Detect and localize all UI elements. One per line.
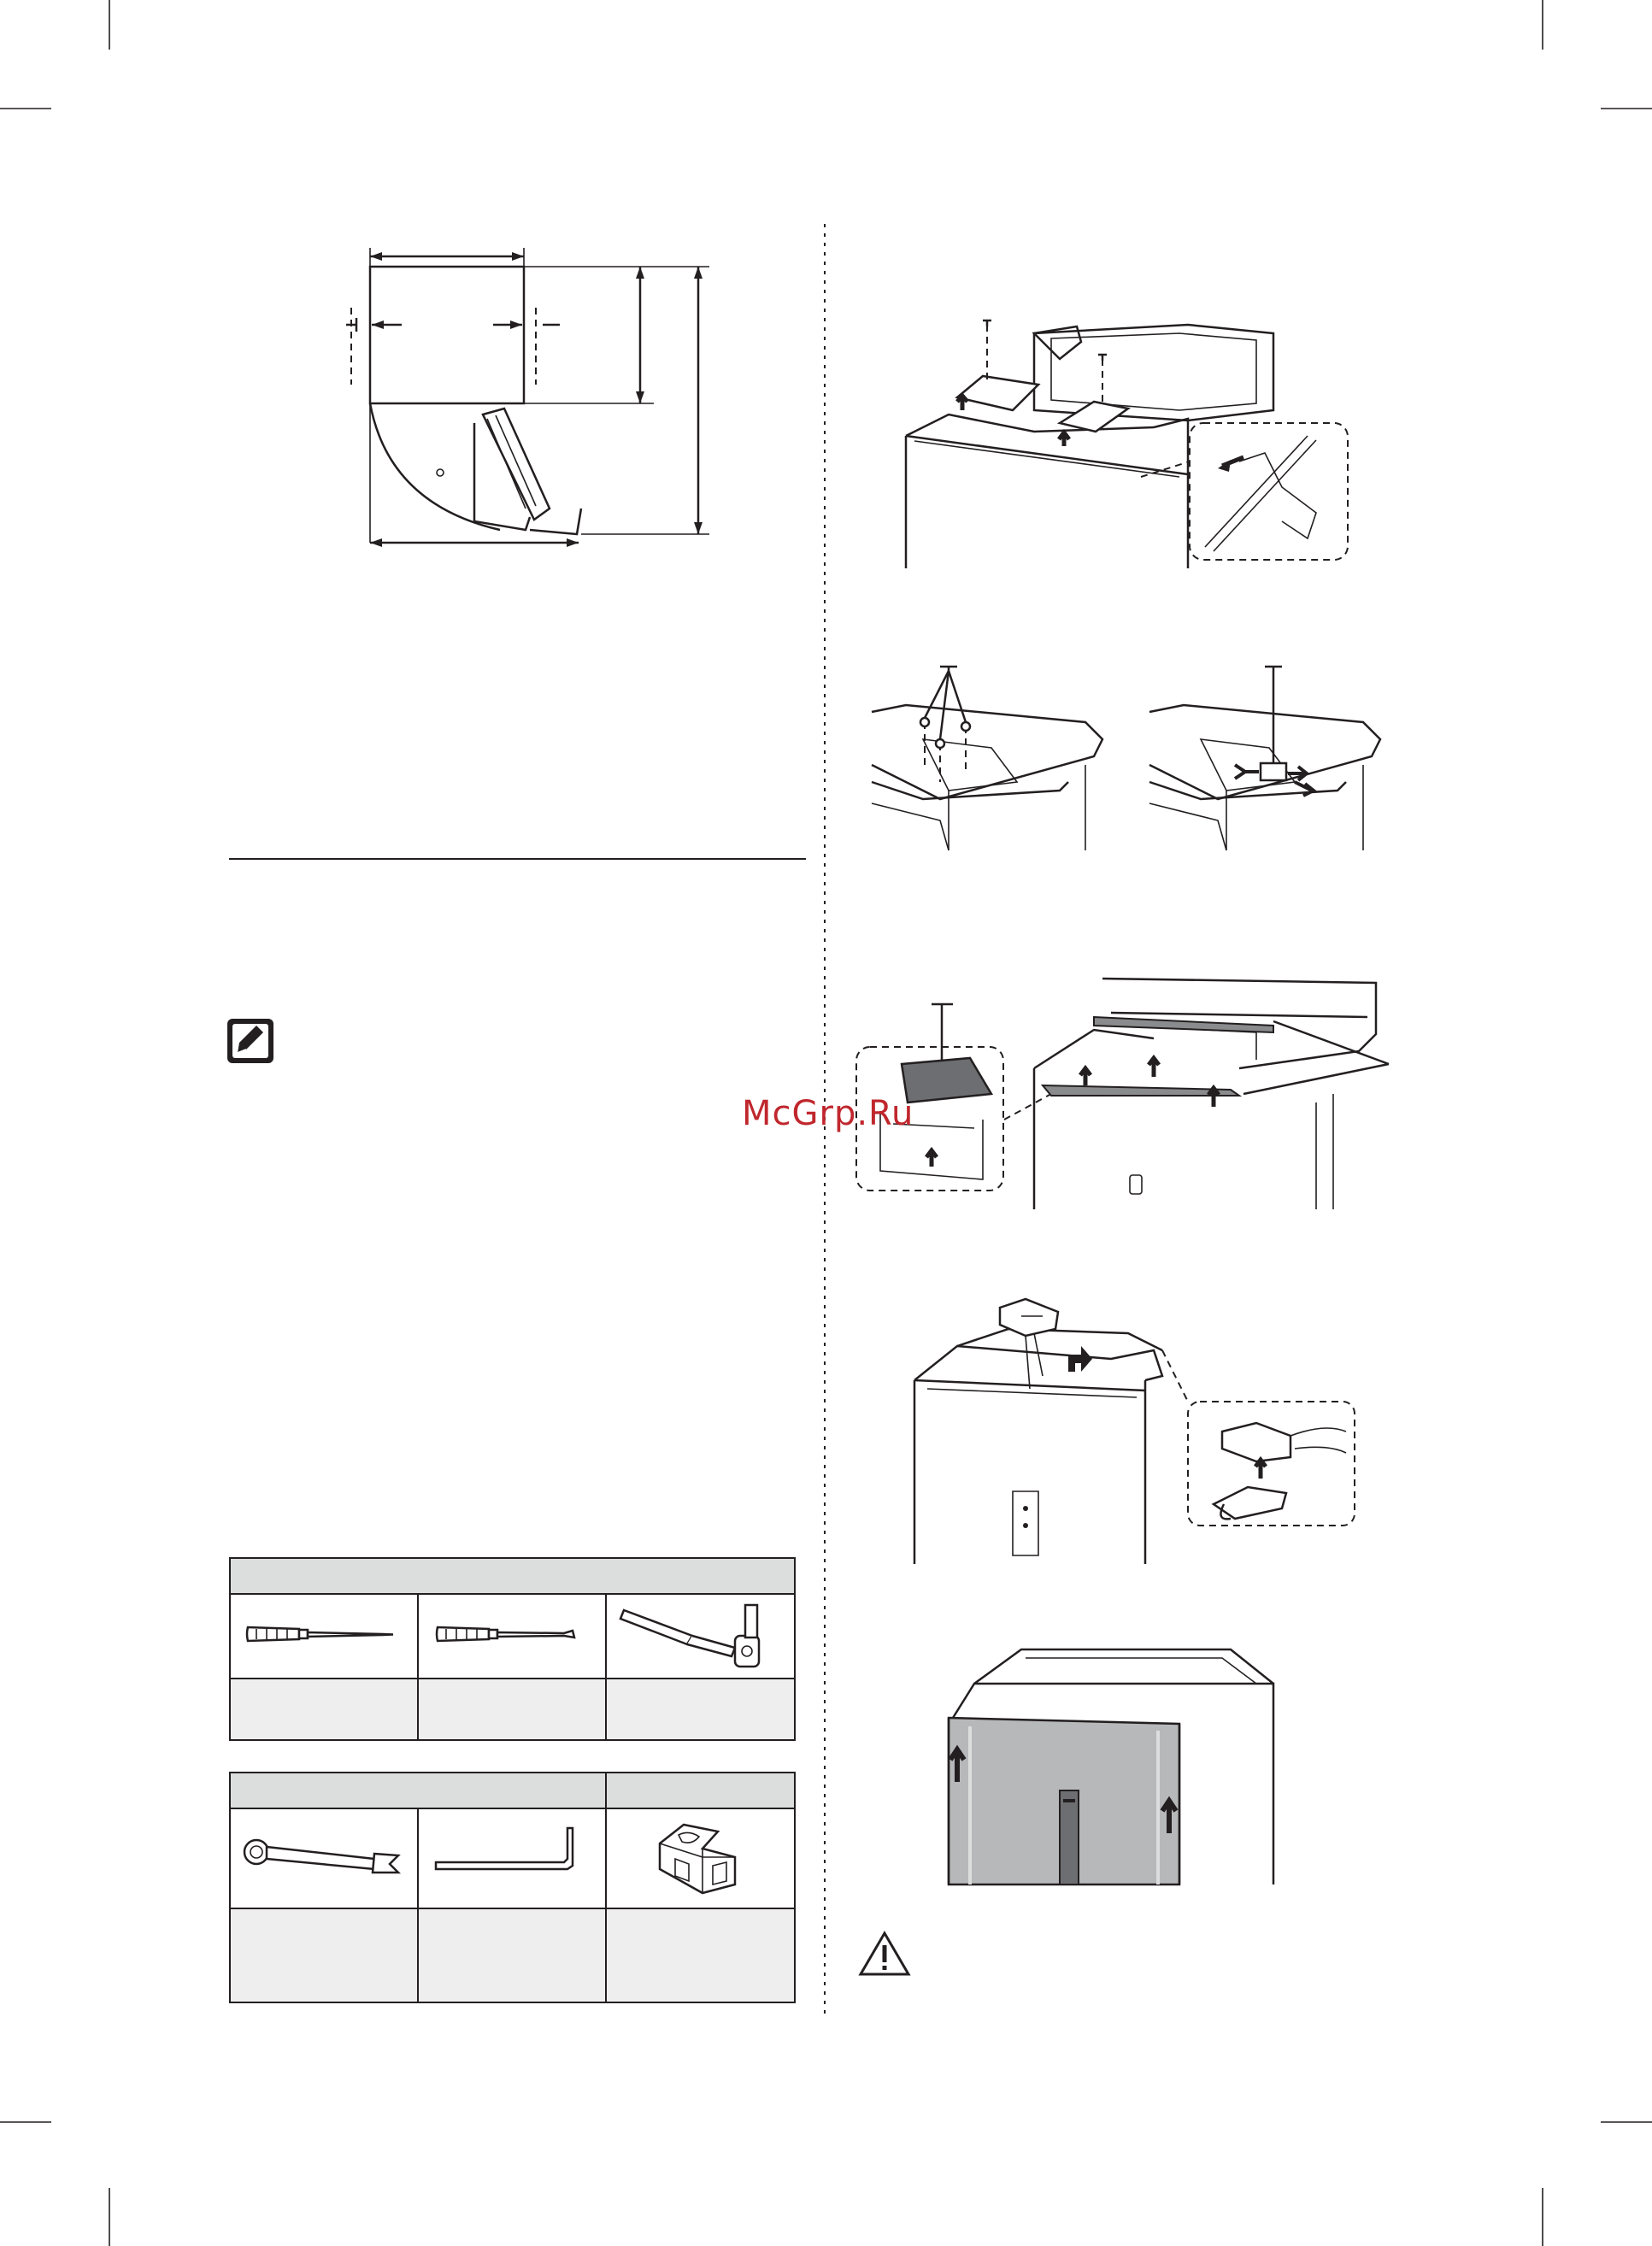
door-clearance-diagram: [312, 248, 756, 556]
tool-cell-phillips-screwdriver: [230, 1594, 418, 1679]
tools-header-cell: [230, 1558, 795, 1594]
step5-door-illustration: [932, 1645, 1290, 1884]
watermark-text: McGrp.Ru: [742, 1094, 914, 1133]
tool-caption-3: [606, 1679, 795, 1740]
phillips-screwdriver-icon: [231, 1595, 417, 1673]
section-divider: [229, 858, 806, 860]
tool-caption-6: [606, 1908, 795, 2002]
tool-cell-bracket: [606, 1808, 795, 1908]
warning-triangle-icon: [859, 1931, 910, 1976]
step4-hinge-illustration: [906, 1295, 1385, 1568]
tool-caption-5: [418, 1908, 606, 2002]
tools-header-cell-2: [230, 1773, 606, 1808]
step2-screws-illustration: [872, 662, 1128, 850]
tools-table-1: [229, 1557, 796, 1741]
tool-cell-flat-screwdriver: [418, 1594, 606, 1679]
step2-connector-illustration: [1149, 662, 1406, 850]
tool-cell-hex-key: [418, 1808, 606, 1908]
hex-key-icon: [419, 1809, 605, 1903]
tool-caption-1: [230, 1679, 418, 1740]
tool-caption-2: [418, 1679, 606, 1740]
tools-table-2: [229, 1772, 796, 2003]
step1-hinge-cover-illustration: [906, 308, 1385, 590]
socket-wrench-icon: [607, 1595, 794, 1673]
note-pencil-icon: [226, 1017, 277, 1067]
tools-header-cell-3: [606, 1773, 795, 1808]
tool-cell-socket-wrench: [606, 1594, 795, 1679]
spanner-icon: [231, 1809, 417, 1903]
step3-top-cover-illustration: [855, 966, 1402, 1214]
flat-screwdriver-icon: [419, 1595, 605, 1673]
tool-caption-4: [230, 1908, 418, 2002]
hinge-bracket-icon: [607, 1809, 794, 1903]
tool-cell-spanner: [230, 1808, 418, 1908]
